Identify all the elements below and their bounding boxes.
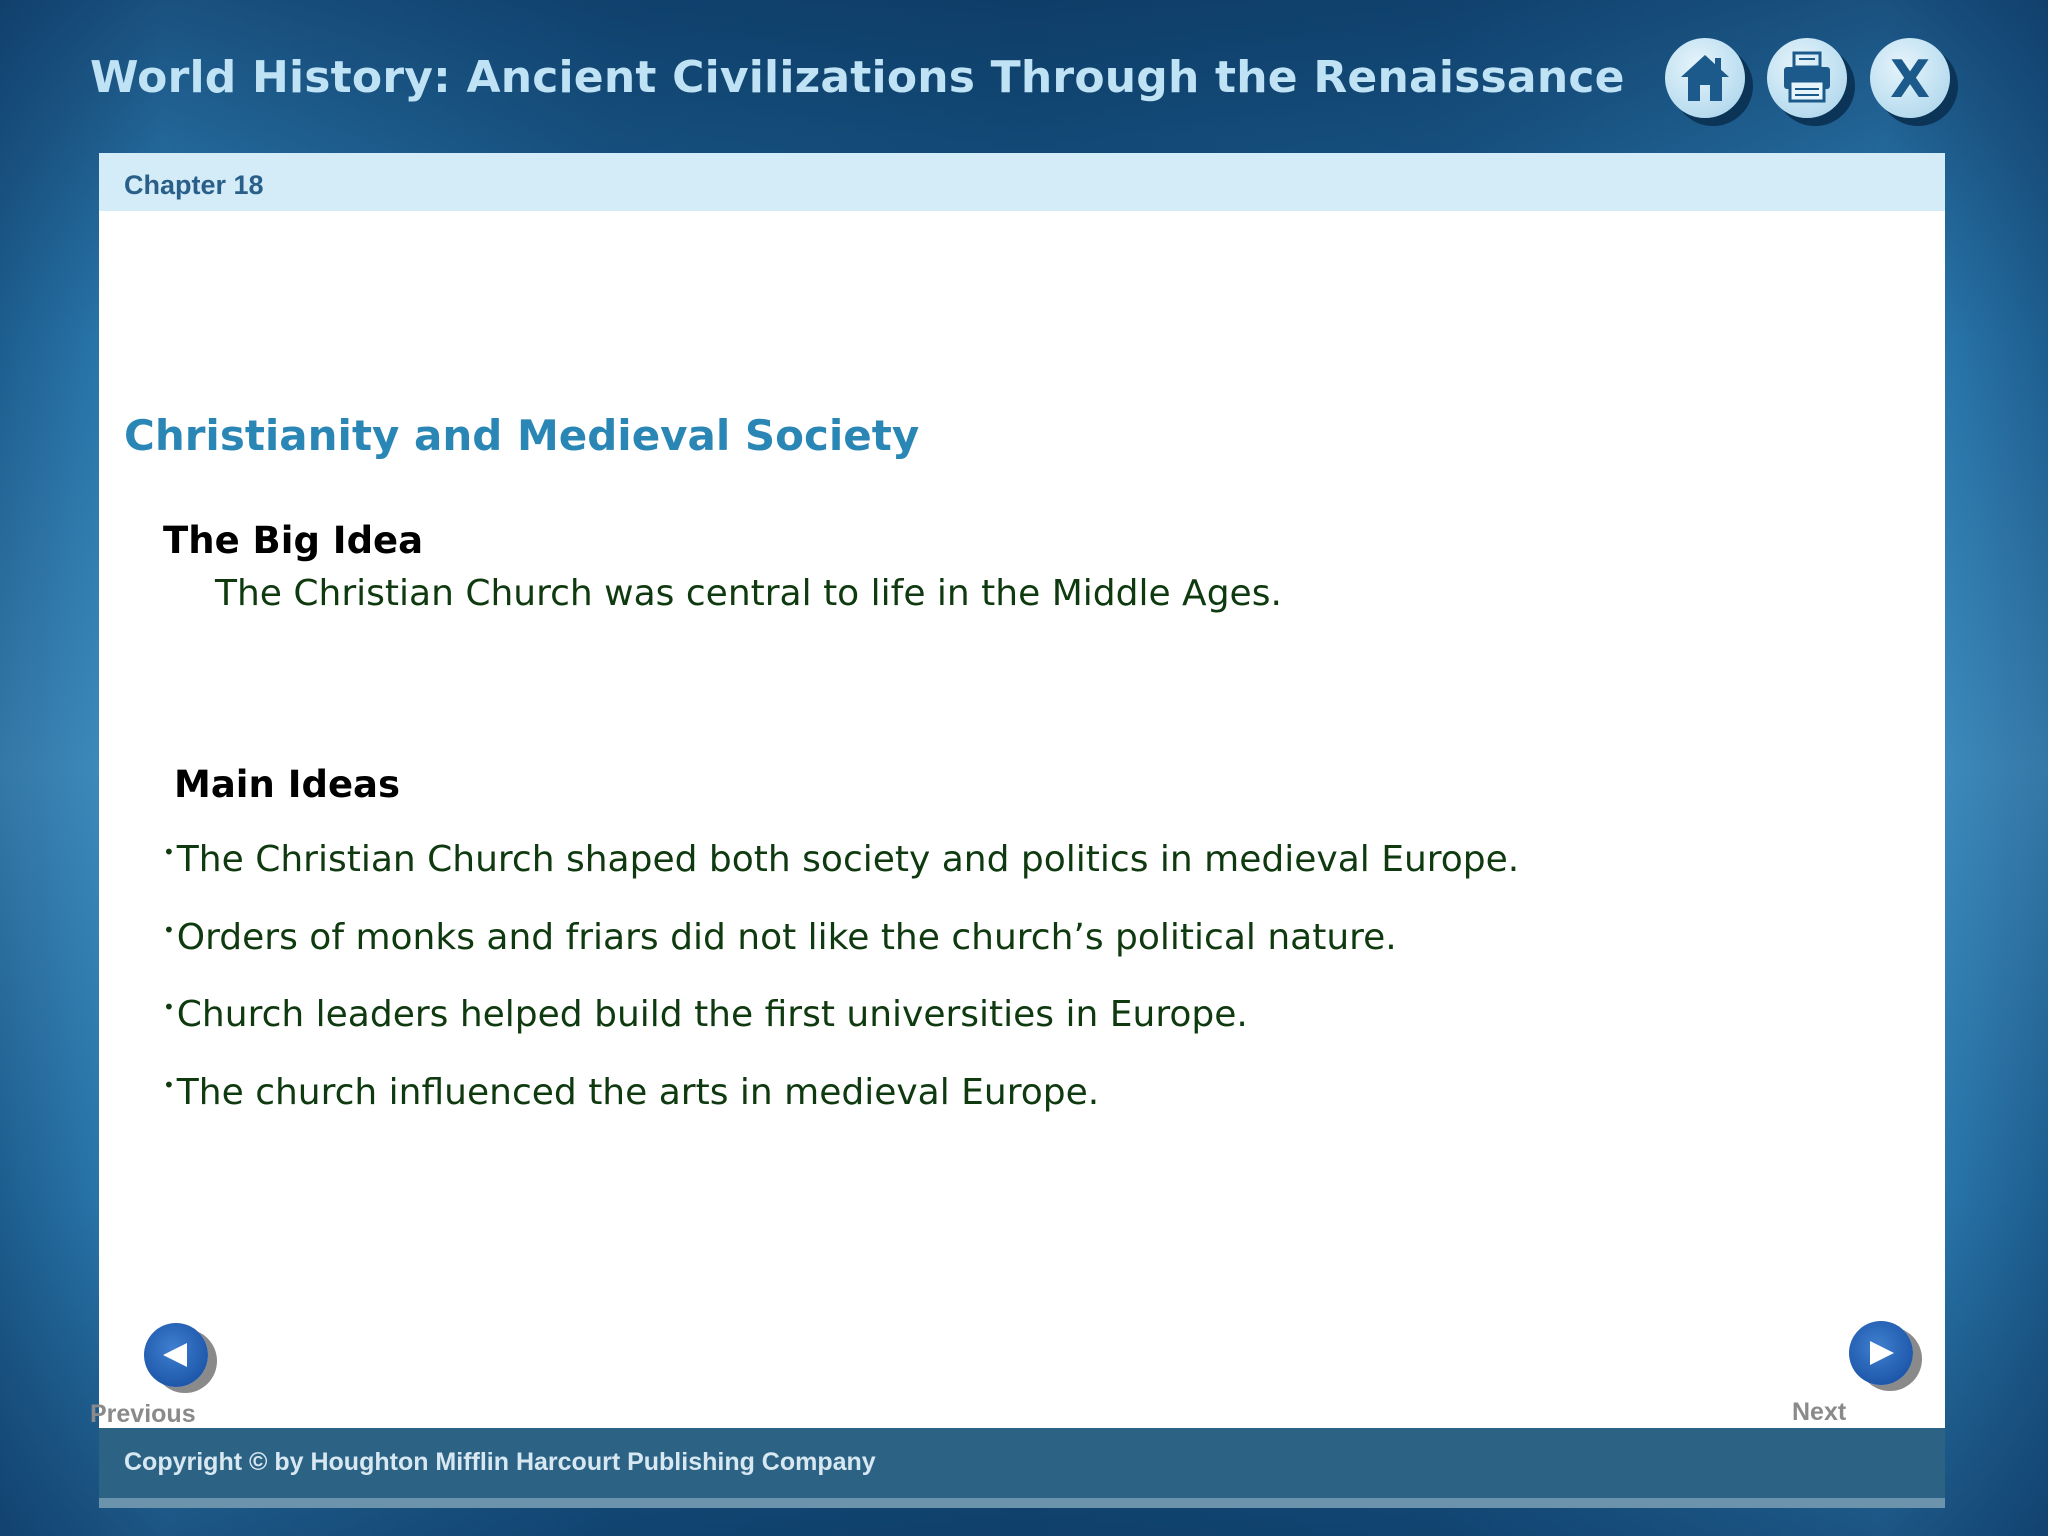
- bullet: •: [163, 1072, 175, 1097]
- close-button[interactable]: [1870, 38, 1950, 118]
- main-ideas-list: [163, 829, 1519, 1139]
- slide-content: [90, 153, 1945, 1428]
- printer-icon: [1781, 51, 1833, 105]
- arrow-right-icon: [1864, 1336, 1898, 1370]
- app-title: World History: Ancient Civilizations Through the Renaissance: [90, 52, 1625, 103]
- main-idea-item: [163, 984, 1519, 1062]
- slide-title: Christianity and Medieval Society: [124, 411, 920, 460]
- next-label[interactable]: Next: [1792, 1398, 1847, 1426]
- footer-bar: [99, 1428, 1945, 1498]
- main-idea-item: [163, 829, 1519, 907]
- next-button[interactable]: [1849, 1321, 1913, 1385]
- main-idea-item: [163, 907, 1519, 985]
- copyright-text: Copyright © by Houghton Mifflin Harcourt Publishing Company: [124, 1448, 876, 1476]
- bullet: •: [163, 917, 175, 942]
- main-idea-text: The Christian Church shaped both society and politics in medieval Europe.: [176, 839, 1520, 880]
- main-idea-text: The church influenced the arts in medieval Europe.: [176, 1071, 1100, 1113]
- svg-text:X: X: [1889, 50, 1931, 106]
- previous-button[interactable]: [144, 1323, 208, 1387]
- main-idea-item: [163, 1062, 1519, 1140]
- big-idea-heading: The Big Idea: [163, 519, 424, 562]
- previous-label[interactable]: Previous: [90, 1400, 196, 1428]
- chapter-label: Chapter 18: [124, 170, 264, 200]
- main-idea-text: Orders of monks and friars did not like the church’s political nature.: [176, 916, 1397, 958]
- arrow-left-icon: [159, 1338, 193, 1372]
- main-ideas-heading: Main Ideas: [174, 763, 401, 806]
- home-icon: [1678, 51, 1732, 105]
- bullet: •: [163, 840, 175, 864]
- bullet: •: [163, 995, 175, 1019]
- main-idea-text: Church leaders helped build the first universities in Europe.: [176, 994, 1248, 1035]
- big-idea-text: The Christian Church was central to life in the Middle Ages.: [215, 573, 1282, 614]
- footer-strip: [99, 1498, 1945, 1508]
- close-icon: [1882, 50, 1938, 106]
- print-button[interactable]: [1767, 38, 1847, 118]
- home-button[interactable]: [1665, 38, 1745, 118]
- chapter-bar: [99, 153, 1945, 211]
